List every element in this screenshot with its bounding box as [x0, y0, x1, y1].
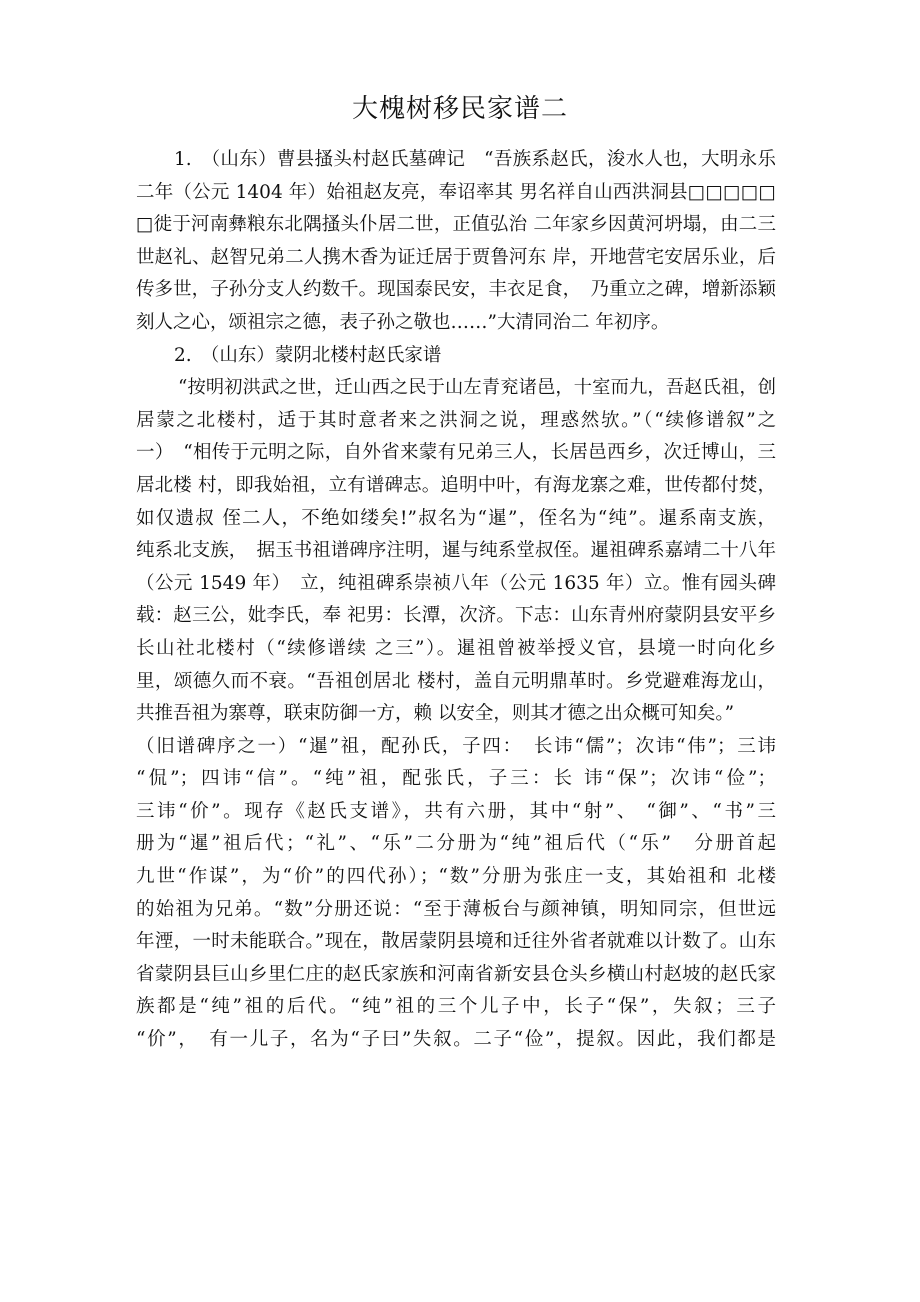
- text-line: □徙于河南彝粮东北隅搔头仆居二世，正值弘治 二年家乡因黄河坍塌，由二三: [136, 214, 776, 236]
- text-line: 年湮，一时未能联合。”现在，散居蒙阴县境和迁往外省者就难以计数了。山东: [136, 931, 776, 953]
- text-line: 省蒙阴县巨山乡里仁庄的赵氏家族和河南省新安县仓头乡横山村赵坡的赵氏家: [136, 963, 776, 985]
- text-line: 长山社北楼村（“续修谱续 之三”）。暹祖曾被举授义官，县境一时向化乡: [136, 637, 776, 659]
- text-line: 纯系北支族， 据玉书祖谱碑序注明，暹与纯系堂叔侄。暹祖碑系嘉靖二十八年: [136, 540, 776, 562]
- text-line: 共推吾祖为寨尊，联束防御一方，赖 以安全，则其才德之出众概可知矣。”: [136, 703, 735, 725]
- text-line: “价”， 有一儿子，名为“子曰”失叙。二子“俭”，提叙。因此，我们都是: [136, 1029, 776, 1051]
- text-line: 族都是“纯”祖的后代。“纯”祖的三个儿子中，长子“保”，失叙；三子: [136, 996, 776, 1018]
- text-line: 册为“暹”祖后代；“礼”、“乐”二分册为“纯”祖后代（“乐” 分册首起: [136, 833, 776, 855]
- text-line: 一） “相传于元明之际，自外省来蒙有兄弟三人，长居邑西乡，次迁博山，三: [136, 442, 776, 464]
- text-line: （公元 1549 年） 立，纯祖碑系崇祯八年（公元 1635 年）立。惟有园头碑: [136, 572, 776, 594]
- text-line: 居北楼 村，即我始祖，立有谱碑志。追明中叶，有海龙寨之难，世传都付焚，: [136, 474, 776, 496]
- text-line: “侃”；四讳“信”。“纯”祖，配张氏，子三：长 讳“保”；次讳“俭”；: [136, 768, 776, 790]
- text-line: （旧谱碑序之一）“暹”祖，配孙氏，子四： 长讳“儒”；次讳“伟”；三讳: [136, 735, 776, 757]
- text-line: 1. （山东）曹县搔头村赵氏墓碑记 “吾族系赵氏，浚水人也，大明永乐: [174, 149, 776, 170]
- text-line: 载：赵三公，妣李氏，奉 祀男：长潭，次济。下志：山东青州府蒙阴县安平乡: [136, 605, 776, 627]
- text-line: 传多世，子孙分支人约数千。现国泰民安，丰衣足食， 乃重立之碑，增新添颖: [136, 279, 776, 301]
- text-line: 的始祖为兄弟。“数”分册还说：“至于薄板台与颜神镇，明知同宗，但世远: [136, 898, 776, 920]
- document-title: 大槐树移民家谱二: [351, 94, 568, 124]
- text-line: “按明初洪武之世，迁山西之民于山左青兖诸邑，十室而九，吾赵氏祖，创: [178, 377, 776, 399]
- text-line: 二年（公元 1404 年）始祖赵友亮，奉诏率其 男名祥自山西洪洞县□□□□□: [136, 181, 776, 203]
- document-body: [136, 144, 776, 1057]
- text-line: 居蒙之北楼村，适于其时意者来之洪洞之说，理惑然欤。”（“续修谱叙”之: [136, 409, 776, 431]
- text-line: 2. （山东）蒙阴北楼村赵氏家谱: [174, 344, 442, 366]
- text-line: 九世“作谋”，为“价”的四代孙）；“数”分册为张庄一支，其始祖和 北楼: [136, 866, 776, 888]
- text-line: 如仅遗叔 侄二人，不绝如缕矣!”叔名为“暹”，侄名为“纯”。暹系南支族，: [136, 507, 776, 529]
- text-line: 里，颂德久而不衰。“吾祖创居北 楼村，盖自元明鼎革时。乡党避难海龙山，: [136, 670, 776, 692]
- text-line: 世赵礼、赵智兄弟二人携木香为证迁居于贾鲁河东 岸，开地营宅安居乐业，后: [136, 246, 776, 268]
- text-line: 三讳“价”。现存《赵氏支谱》，共有六册，其中“射”、 “御”、“书”三: [136, 800, 776, 822]
- text-line: 刻人之心，颂祖宗之德，表子孙之敬也……”大清同治二 年初序。: [136, 311, 670, 333]
